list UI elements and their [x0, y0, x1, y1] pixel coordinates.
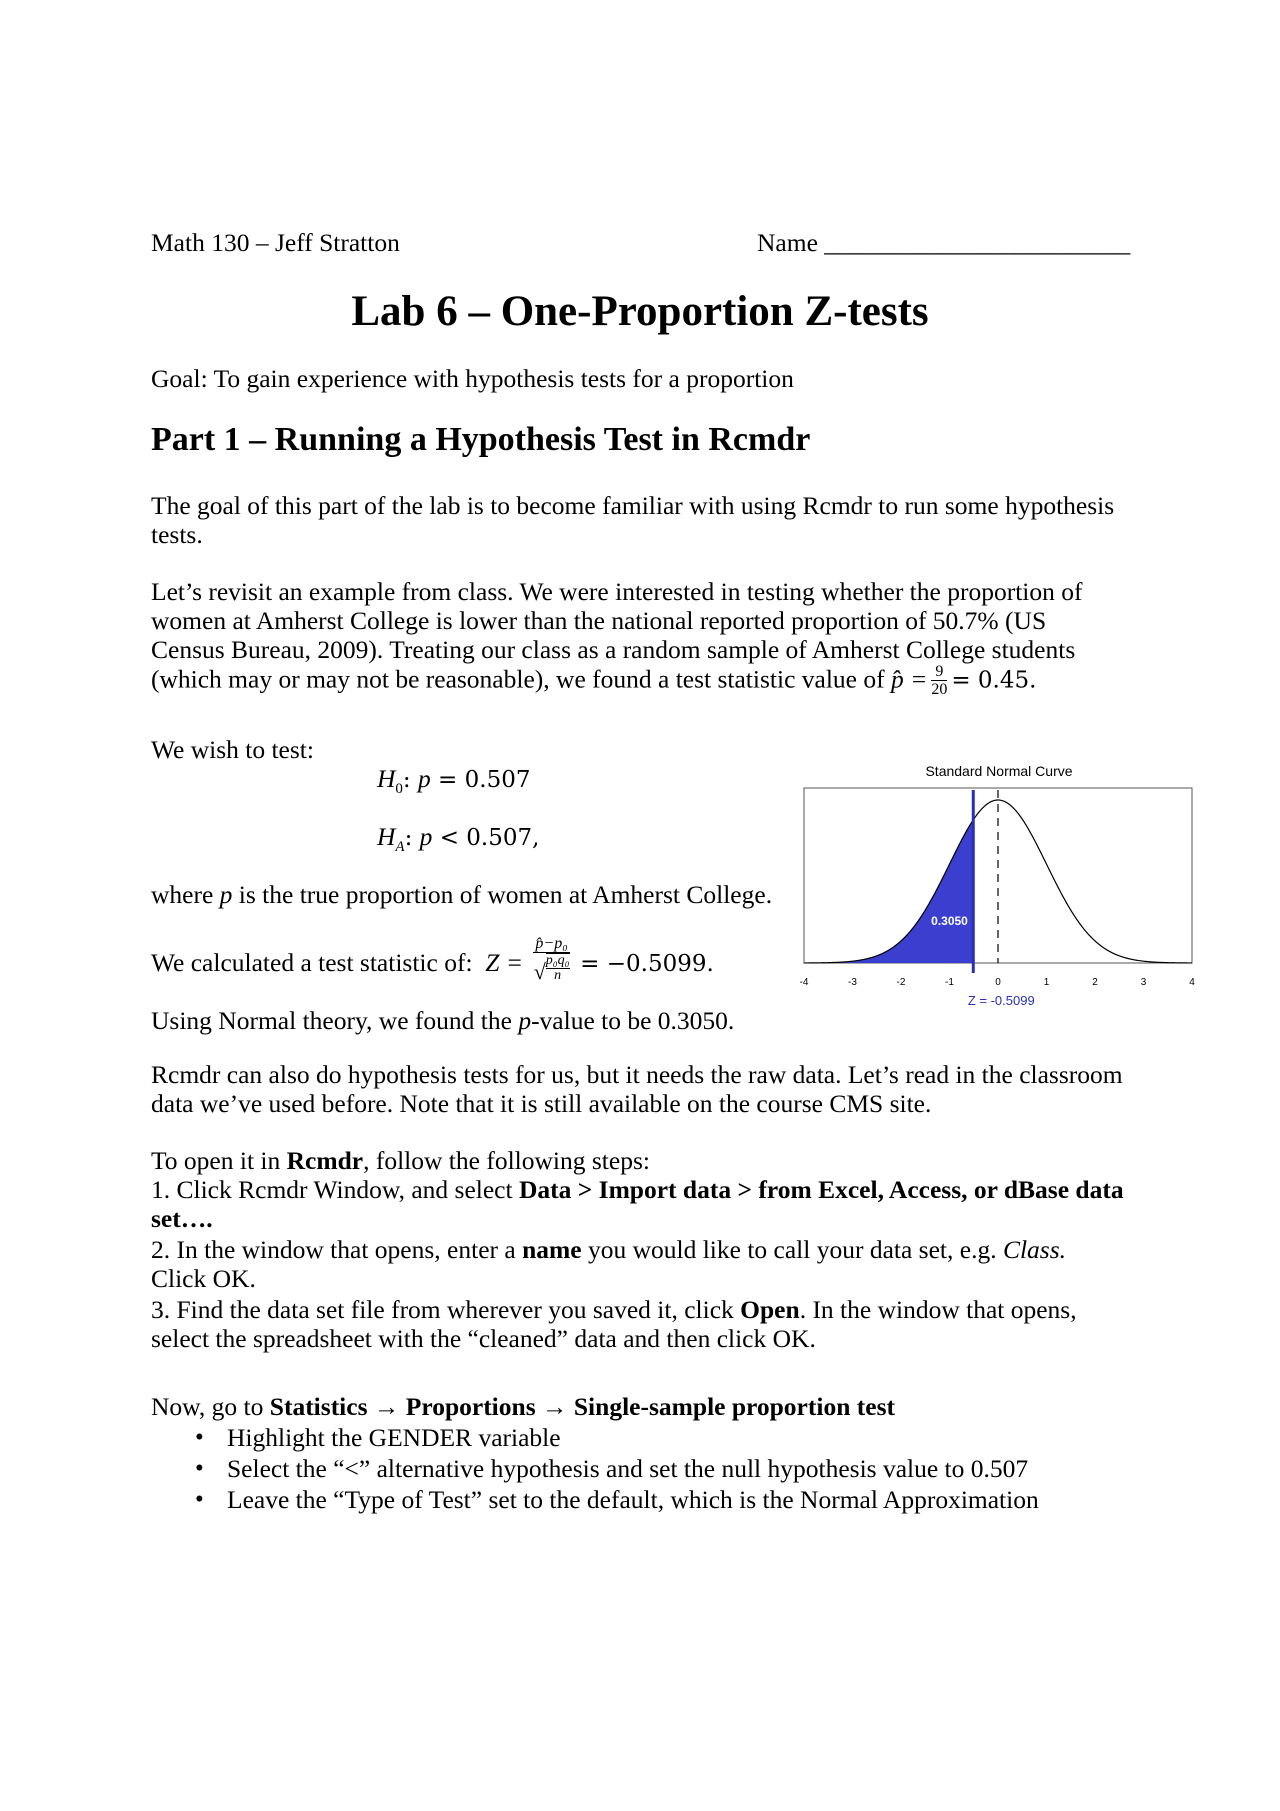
phat-symbol: p̂ =: [890, 664, 928, 694]
x-tick-label: 2: [1092, 977, 1098, 988]
x-axis-ticks: [800, 977, 1196, 988]
where-text: where p is the true proportion of women at Amherst College.: [151, 880, 773, 909]
example-paragraph: [151, 577, 1126, 699]
step-1: 1. Click Rcmdr Window, and select Data > Import data > from Excel, Access, or dBase data set….: [151, 1175, 1124, 1233]
part1-intro: The goal of this part of the lab is to become familiar with using Rcmdr to run some hypothesis tests.: [151, 491, 1115, 549]
x-tick-label: 1: [1043, 977, 1050, 988]
x-tick-label: -4: [799, 977, 809, 988]
alt-hypothesis: $H_A$: p < 0.507,: [377, 822, 540, 856]
x-tick-label: 0: [995, 977, 1001, 988]
bullet-item: • Select the “<” alternative hypothesis and set the null hypothesis value to 0.507: [151, 1453, 1151, 1484]
test-statistic-line: We calculated a test statistic of: Z = p̂−p₀ √ $\frac{\text{p₀q₀}}{n}$ = −0.5099.: [151, 935, 714, 984]
bullet-item: • Leave the “Type of Test” set to the default, which is the Normal Approximation: [151, 1484, 1151, 1515]
open-instructions: To open it in Rcmdr, follow the following steps:: [151, 1146, 650, 1175]
rcmdr-paragraph: Rcmdr can also do hypothesis tests for us, but it needs the raw data. Let’s read in the classroom data we’ve used before. Note that it is still available on the course CMS site.: [151, 1060, 1123, 1118]
instructions-block: [151, 1146, 1141, 1353]
phat-value: = 0.45.: [951, 667, 1037, 694]
bullet-item: • Highlight the GENDER variable: [151, 1422, 1151, 1453]
area-label: 0.3050: [931, 914, 968, 928]
phat-denominator: 20: [931, 681, 948, 698]
z-value: = −0.5099.: [580, 950, 714, 977]
z-marker-label: Z = -0.5099: [967, 993, 1035, 1008]
page-title: Lab 6 – One-Proportion Z-tests: [351, 288, 929, 335]
goal-text: Goal: To gain experience with hypothesis tests for a proportion: [151, 364, 794, 393]
x-tick-label: 4: [1189, 977, 1195, 988]
phat-fraction: [931, 664, 947, 699]
step-3: 3. Find the data set file from wherever you saved it, click Open. In the window that opens, select the spreadsheet with the “cleaned” data and then click OK.: [151, 1295, 1077, 1353]
phat-numerator: 9: [931, 664, 947, 681]
step-2: 2. In the window that opens, enter a name you would like to call your data set, e.g. Class. Click OK.: [151, 1235, 1067, 1293]
course-header: Math 130 – Jeff Stratton: [151, 228, 400, 257]
shaded-area: [804, 820, 973, 963]
name-field: [757, 228, 1130, 258]
x-tick-label: -2: [896, 977, 906, 988]
standard-normal-chart: [796, 758, 1216, 1018]
z-formula: p̂−p₀ √ $\frac{\text{p₀q₀}}{n}$: [533, 935, 570, 984]
name-label: Name: [757, 228, 818, 257]
x-tick-label: 3: [1140, 977, 1147, 988]
chart-title: Standard Normal Curve: [925, 763, 1073, 779]
part1-heading: Part 1 – Running a Hypothesis Test in Rcmdr: [151, 421, 811, 458]
example-text: Let’s revisit an example from class. We were interested in testing whether the proportion of women at Amherst College is lower than the national reported proportion of 50.7% (US Census Bureau, 2009). Treating our class as a random sample of Amherst College students (which may or may not be reasonable), we found a test statistic value of: [151, 577, 1083, 694]
pvalue-text: Using Normal theory, we found the p-value to be 0.3050.: [151, 1006, 735, 1035]
x-tick-label: -3: [848, 977, 857, 988]
wish-to-test: We wish to test:: [151, 735, 314, 764]
x-tick-label: -1: [945, 977, 954, 988]
null-hypothesis: $H_0$: p = 0.507: [377, 764, 531, 798]
name-blank: ________________________: [824, 228, 1131, 257]
instruction-bullets: [151, 1422, 1151, 1515]
now-go-to: Now, go to Statistics → Proportions → Single-sample proportion test: [151, 1392, 895, 1421]
